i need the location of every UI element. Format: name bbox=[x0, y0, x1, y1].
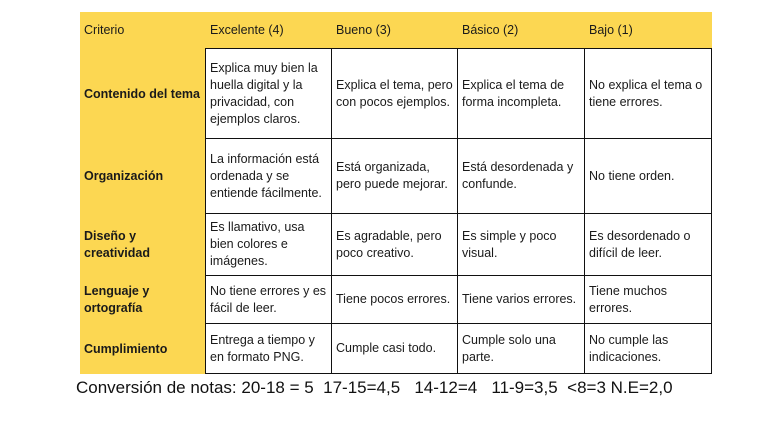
table-cell: Entrega a tiempo y en formato PNG. bbox=[205, 323, 332, 374]
table-cell: Tiene pocos errores. bbox=[331, 275, 458, 324]
table-cell: Explica el tema de forma incompleta. bbox=[457, 48, 585, 139]
table-cell: Es simple y poco visual. bbox=[457, 213, 585, 276]
table-cell: La información está ordenada y se entiende fácilmente. bbox=[205, 138, 332, 214]
criterion-contenido: Contenido del tema bbox=[80, 49, 206, 139]
table-cell: Está desordenada y confunde. bbox=[457, 138, 585, 214]
table-cell: No tiene errores y es fácil de leer. bbox=[205, 275, 332, 324]
header-level-bajo: Bajo (1) bbox=[585, 12, 712, 49]
table-cell: Tiene muchos errores. bbox=[584, 275, 712, 324]
table-cell: Cumple casi todo. bbox=[331, 323, 458, 374]
header-level-excelente: Excelente (4) bbox=[206, 12, 332, 49]
rubric-table bbox=[80, 12, 712, 374]
criterion-cumplimiento: Cumplimiento bbox=[80, 324, 206, 374]
table-cell: Explica muy bien la huella digital y la privacidad, con ejemplos claros. bbox=[205, 48, 332, 139]
criterion-organizacion: Organización bbox=[80, 139, 206, 214]
table-cell: Es agradable, pero poco creativo. bbox=[331, 213, 458, 276]
header-level-basico: Básico (2) bbox=[458, 12, 585, 49]
table-cell: Es desordenado o difícil de leer. bbox=[584, 213, 712, 276]
criterion-diseno: Diseño y creatividad bbox=[80, 214, 206, 276]
table-cell: Tiene varios errores. bbox=[457, 275, 585, 324]
table-cell: No explica el tema o tiene errores. bbox=[584, 48, 712, 139]
table-cell: No tiene orden. bbox=[584, 138, 712, 214]
table-cell: Es llamativo, usa bien colores e imágenes. bbox=[205, 213, 332, 276]
header-level-bueno: Bueno (3) bbox=[332, 12, 458, 49]
table-cell: No cumple las indicaciones. bbox=[584, 323, 712, 374]
table-cell: Cumple solo una parte. bbox=[457, 323, 585, 374]
header-criterio: Criterio bbox=[80, 12, 206, 49]
table-cell: Está organizada, pero puede mejorar. bbox=[331, 138, 458, 214]
criterion-lenguaje: Lenguaje y ortografía bbox=[80, 276, 206, 324]
grade-conversion-text: Conversión de notas: 20-18 = 5 17-15=4,5 14-12=4 11-9=3,5 <8=3 N.E=2,0 bbox=[76, 378, 673, 397]
table-cell: Explica el tema, pero con pocos ejemplos. bbox=[331, 48, 458, 139]
